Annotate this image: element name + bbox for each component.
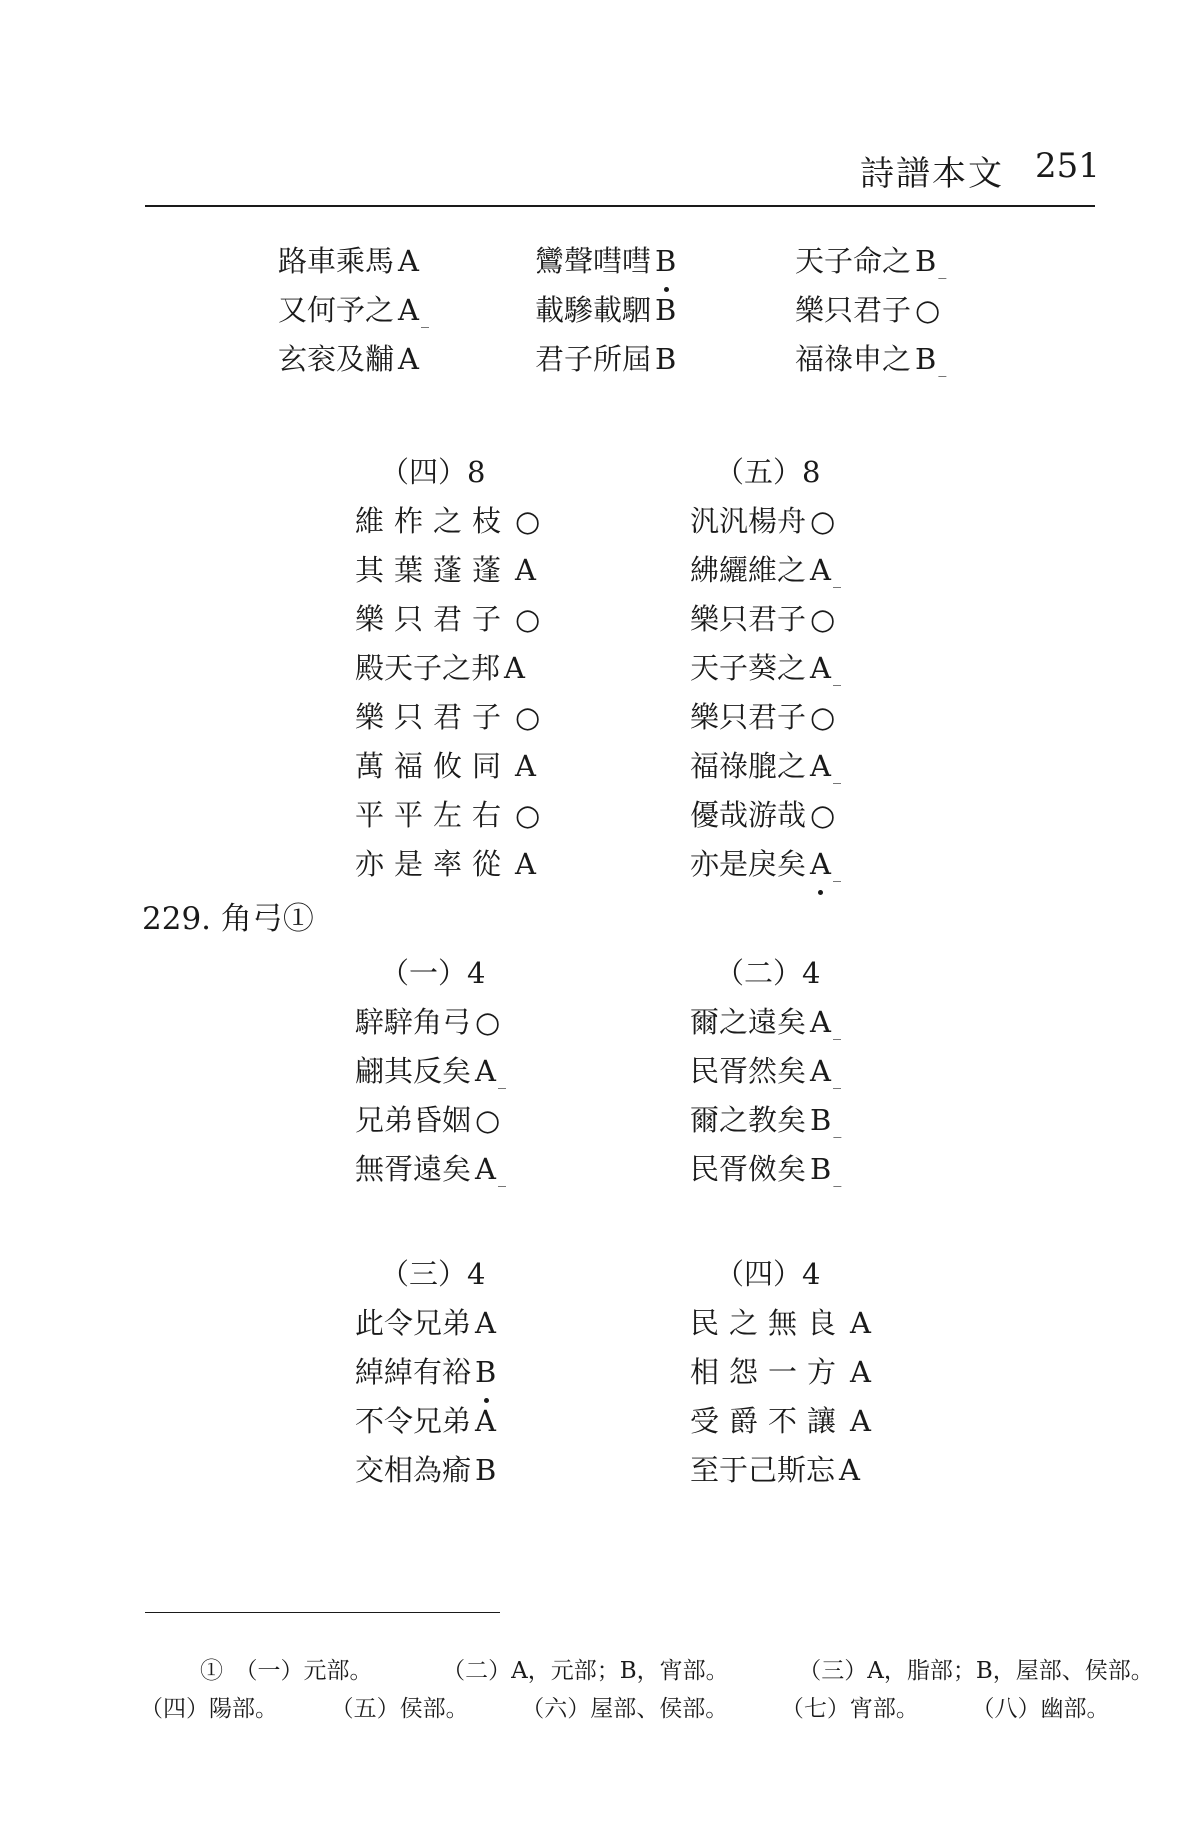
stanza-229-2 [690, 949, 841, 1194]
verse-line: 紼纚維之 A $_{\_}$ [690, 553, 841, 588]
verse-line: 樂只君子 ○ [355, 700, 541, 734]
stanza-heading: （一）4 [380, 956, 486, 990]
verse-line: 樂只君子 ○ [795, 293, 941, 327]
verse-line: 君子所屆 B [535, 342, 677, 376]
stanza-heading: （四）4 [715, 1257, 821, 1291]
verse-line: 亦是戾矣 A $_{\_}$ [690, 840, 841, 889]
stanza-5-8 [690, 448, 841, 889]
verse-line: 交相為瘉 B [355, 1453, 497, 1487]
verse-line: 福祿申之 B $_{\_}$ [795, 342, 947, 377]
stanza-229-3 [355, 1250, 496, 1495]
verse-line: 翩其反矣 A $_{\_}$ [355, 1054, 506, 1089]
poem-name: 角弓① [220, 901, 314, 937]
verse-line: 福祿膍之 A $_{\_}$ [690, 749, 841, 784]
verse-line: 騂騂角弓 ○ [355, 1005, 501, 1039]
footnote-item: （八）幽部。 [971, 1696, 1110, 1722]
verse-line: 樂只君子 ○ [355, 602, 541, 636]
stanza-heading: （二）4 [715, 956, 821, 990]
verse-line: 平平左右 ○ [355, 798, 541, 832]
footnote-item: （六）屋部、侯部。 [521, 1696, 729, 1722]
verse-line: 天子命之 B $_{\_}$ [795, 244, 947, 279]
verse-line: 無胥遠矣 A $_{\_}$ [355, 1152, 506, 1187]
verse-line: 兄弟昏姻 ○ [355, 1103, 501, 1137]
verse-line: 相怨一方 A [690, 1355, 871, 1389]
verse-line: 鸞聲嘒嘒 B [535, 237, 676, 286]
footnote-item: （五）侯部。 [330, 1696, 469, 1722]
stanza-heading: （四）8 [380, 455, 486, 489]
verse-line: 汎汎楊舟 ○ [690, 504, 836, 538]
footnote-item: （三）A，脂部；B，屋部、侯部。 [798, 1658, 1154, 1684]
verse-line: 民胥然矣 A $_{\_}$ [690, 1054, 841, 1089]
page-number: 251 [1035, 146, 1100, 186]
verse-line: 民之無良 A [690, 1306, 871, 1340]
poem-number: 229. [142, 901, 212, 937]
verse-line: 其葉蓬蓬 A [355, 553, 536, 587]
footnote-item: （四）陽部。 [140, 1696, 278, 1722]
poem-title [142, 893, 314, 938]
stanza-229-1 [355, 949, 506, 1194]
verse-line: 殿天子之邦 A [355, 651, 525, 685]
verse-line: 亦是率從 A [355, 847, 536, 881]
verse-line: 維柞之枝 ○ [355, 504, 541, 538]
stanza-229-4 [690, 1250, 871, 1495]
footnote-line-2 [140, 1690, 1110, 1723]
verse-line: 載驂載駟 B [535, 293, 677, 327]
footnote-rule [145, 1612, 500, 1613]
verse-line: 至于己斯忘 A [690, 1453, 860, 1487]
header-rule [145, 205, 1095, 207]
footnote-item: （七）宵部。 [780, 1696, 919, 1722]
top-column-3 [795, 237, 946, 384]
footnote-item: （二）A，元部；B，宵部。 [442, 1658, 729, 1684]
verse-line: 受爵不讓 A [690, 1404, 871, 1438]
stanza-4-8 [355, 448, 540, 889]
footnote-item: ① （一）元部。 [200, 1658, 373, 1684]
verse-line: 不令兄弟 A [355, 1404, 496, 1438]
stanza-heading: （三）4 [380, 1257, 486, 1291]
stanza-heading: （五）8 [715, 455, 821, 489]
verse-line: 萬福攸同 A [355, 749, 536, 783]
verse-line: 優哉游哉 ○ [690, 798, 836, 832]
verse-line: 爾之遠矣 A $_{\_}$ [690, 1005, 841, 1040]
verse-line: 樂只君子 ○ [690, 700, 836, 734]
verse-line: 民胥傚矣 B $_{\_}$ [690, 1152, 842, 1187]
verse-line: 爾之教矣 B $_{\_}$ [690, 1103, 842, 1138]
top-column-1 [278, 237, 429, 384]
top-column-2 [535, 237, 676, 384]
verse-line: 又何予之 A $_{\_}$ [278, 293, 429, 328]
verse-line: 玄衮及黼 A [278, 342, 419, 376]
running-head-title: 詩譜本文 [860, 154, 1004, 194]
verse-line: 綽綽有裕 B [355, 1348, 496, 1397]
verse-line: 路車乘馬 A [278, 244, 419, 278]
verse-line: 此令兄弟 A [355, 1306, 496, 1340]
verse-line: 天子葵之 A $_{\_}$ [690, 651, 841, 686]
verse-line: 樂只君子 ○ [690, 602, 836, 636]
footnote-line-1 [200, 1652, 1154, 1685]
